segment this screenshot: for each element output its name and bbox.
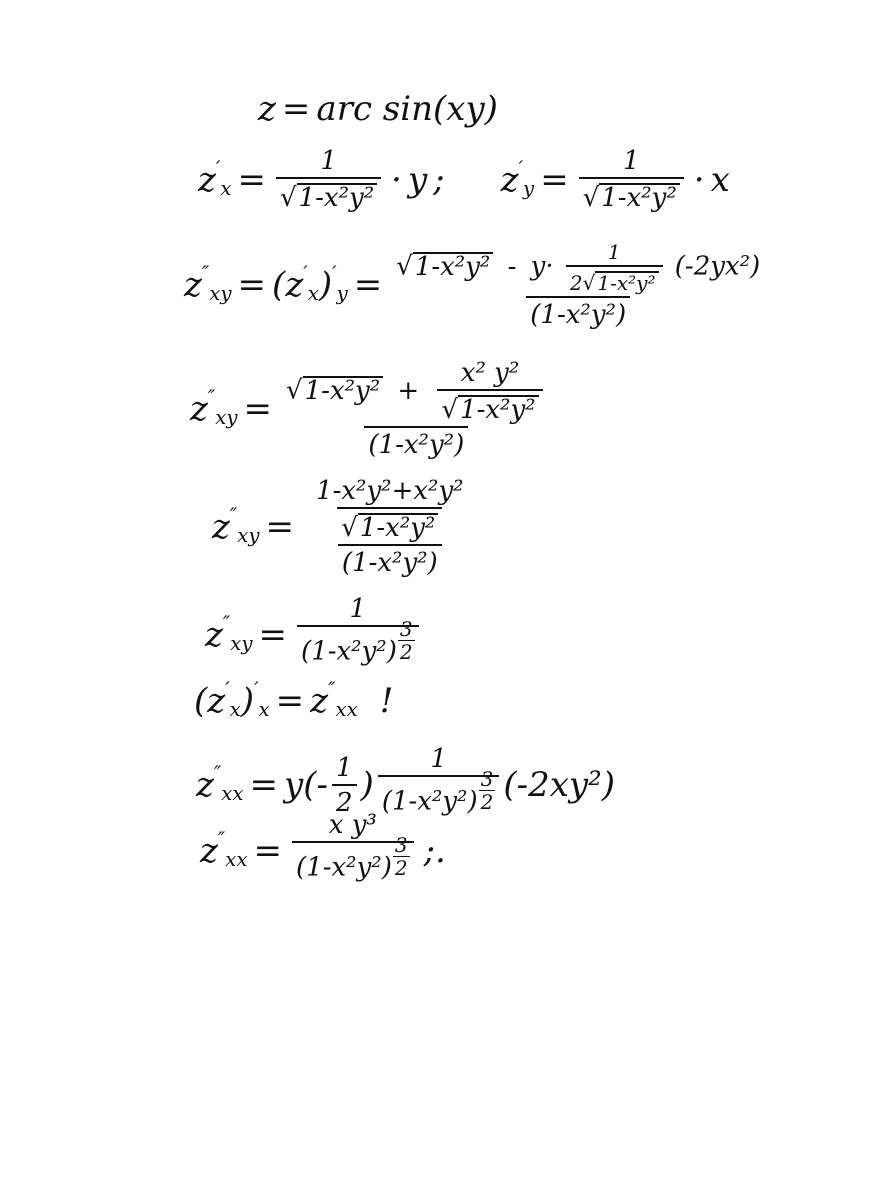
double-prime: ″ (201, 262, 210, 286)
denominator (579, 177, 684, 211)
factor-y: y (530, 251, 546, 282)
half-denominator: 2 (332, 784, 357, 816)
coefficient-open: y(- (284, 765, 328, 805)
subscript-xy: xy (209, 282, 232, 305)
subscript-x: x (220, 176, 232, 200)
numerator: 1 (430, 744, 447, 774)
sqrt-sign: √ (396, 251, 413, 282)
double-prime: ″ (217, 828, 226, 852)
sqrt-argument: 1-x²y² (599, 183, 680, 211)
inner-fraction (566, 242, 663, 293)
fraction-zx (276, 148, 381, 211)
exponent-denominator: 2 (399, 640, 413, 664)
denominator (297, 617, 419, 674)
subscript-y: y (523, 176, 535, 200)
double-prime: ″ (222, 612, 231, 636)
symbol-z: z (190, 389, 208, 429)
symbol-z: z (285, 265, 304, 305)
chain-factor: (-2yx²) (674, 251, 761, 282)
double-prime: ″ (328, 678, 336, 702)
fraction-zy (579, 148, 684, 211)
numerator: 1 (622, 146, 640, 176)
subscript-xy: xy (237, 524, 260, 547)
multiply-dot: · (391, 159, 402, 200)
coefficient-two: 2 (569, 271, 583, 295)
sqrt-sign: √ (582, 183, 600, 213)
sqrt-sign: √ (441, 395, 459, 425)
outer-prime: ′ (332, 262, 337, 286)
symbol-z: z (196, 765, 214, 805)
inner-fraction (437, 360, 542, 423)
outer-prime: ′ (254, 678, 259, 702)
line-mixed-derivative-step (190, 360, 555, 458)
symbol-z: z (212, 507, 230, 547)
subscript-xy: xy (215, 406, 238, 429)
sqrt-argument: 1-x²y² (358, 513, 439, 541)
equals-sign: = (281, 89, 311, 129)
exponent-denominator: 2 (394, 856, 408, 880)
fraction-result (292, 812, 414, 890)
symbol-z: z (184, 265, 202, 305)
sqrt-argument: 1-x²y² (413, 252, 494, 280)
half-fraction (332, 752, 357, 818)
double-prime: ″ (229, 504, 238, 528)
inner-numerator: x² y² (460, 358, 520, 388)
chain-factor: (-2xy²) (503, 765, 616, 805)
line-mixed-derivative-result (205, 596, 423, 674)
trailing-punctuation: ;. (423, 831, 446, 871)
prime-mark: ′ (215, 156, 221, 180)
sqrt-sign: √ (341, 513, 358, 543)
exponent-fraction (398, 619, 415, 662)
fraction-main (304, 478, 476, 576)
equals-sign: = (265, 507, 295, 547)
factor-y: y (407, 159, 428, 200)
factor-x: x (710, 159, 730, 200)
double-prime: ″ (207, 386, 216, 410)
subscript-y: y (336, 282, 348, 305)
sqrt-argument: 1-x²y² (303, 376, 384, 404)
fraction-quotient-rule (392, 242, 764, 328)
numerator: 1 (349, 594, 367, 624)
subscript-x: x (229, 698, 241, 721)
equals-sign: = (243, 389, 273, 429)
inner-numerator: 1-x²y²+x²y² (316, 476, 464, 506)
base: (1-x²y²) (301, 636, 397, 667)
half-numerator: 1 (336, 752, 353, 783)
paren-close: ) (318, 265, 333, 305)
symbol-z: z (500, 159, 519, 200)
equals-sign: = (353, 265, 383, 305)
numerator: 1 (320, 146, 337, 176)
equals-sign: = (249, 765, 279, 805)
numerator: x y³ (328, 810, 377, 840)
subscript-xy: xy (230, 632, 253, 655)
subscript-xx: xx (225, 848, 248, 871)
base: (1-x²y²) (296, 852, 392, 883)
subscript-x: x (307, 282, 319, 305)
double-prime: ″ (213, 762, 222, 786)
symbol-z: z (205, 615, 223, 655)
equals-sign: = (237, 265, 267, 305)
exponent-numerator: 3 (394, 833, 408, 857)
paren-open: ( (272, 265, 286, 305)
equals-sign: = (258, 615, 288, 655)
numerator (304, 478, 476, 544)
line-first-partials (198, 148, 730, 211)
denominator: (1-x²y²) (364, 426, 468, 458)
line-mixed-derivative-simplified (212, 478, 480, 576)
symbol-z: z (258, 89, 276, 129)
multiply-dot: · (545, 251, 554, 282)
sqrt-argument: 1-x²y² (297, 183, 378, 211)
minus-sign: - (507, 251, 517, 282)
inner-numerator: 1 (607, 240, 621, 264)
sqrt-argument: 1-x²y² (595, 271, 658, 293)
exponent-fraction (479, 769, 496, 812)
paren-close: ) (240, 681, 255, 721)
exponent-numerator: 3 (399, 617, 413, 641)
equals-sign: = (253, 831, 283, 871)
symbol-z: z (200, 831, 218, 871)
inner-denominator (437, 389, 542, 423)
exponent-numerator: 3 (480, 767, 494, 791)
denominator (292, 833, 414, 890)
denominator: (1-x²y²) (526, 296, 630, 328)
sqrt-argument: 1-x²y² (458, 395, 539, 423)
numerator (392, 242, 764, 296)
numerator (282, 360, 551, 426)
subscript-x: x (258, 698, 270, 721)
coefficient-close: ) (360, 765, 374, 805)
multiply-dot: · (693, 159, 705, 200)
line-mixed-derivative-setup (184, 242, 768, 328)
fraction-main (282, 360, 551, 458)
exponent-denominator: 2 (480, 790, 494, 814)
equals-sign: = (237, 159, 267, 200)
sqrt-sign: √ (286, 375, 303, 406)
line-second-x-setup (194, 678, 394, 721)
prime-mark: ′ (303, 262, 308, 286)
sqrt-sign: √ (582, 271, 596, 295)
prime-mark: ′ (225, 678, 230, 702)
inner-denominator (566, 265, 663, 293)
paren-z: (z (194, 681, 226, 721)
inner-denominator (337, 507, 442, 541)
exclamation-mark: ! (379, 681, 394, 721)
function-arcsin: arc sin(xy) (316, 89, 498, 129)
denominator (276, 177, 381, 211)
inner-fraction (312, 478, 468, 541)
denominator: (1-x²y²) (338, 544, 442, 576)
prime-mark: ′ (518, 156, 524, 180)
symbol-z: z (310, 681, 329, 721)
base: (1-x²y²) (381, 786, 478, 817)
separator-semicolon: ; (433, 159, 445, 200)
subscript-xx: xx (335, 698, 358, 721)
fraction-result (297, 596, 419, 674)
equals-sign: = (540, 159, 569, 200)
line-function-definition (258, 89, 498, 129)
exponent-fraction (393, 835, 410, 878)
equals-sign: = (275, 681, 305, 721)
plus-sign: + (397, 375, 420, 406)
sqrt-sign: √ (280, 183, 297, 213)
symbol-z: z (198, 159, 216, 200)
subscript-xx: xx (221, 782, 244, 805)
line-second-x-result (200, 812, 452, 890)
